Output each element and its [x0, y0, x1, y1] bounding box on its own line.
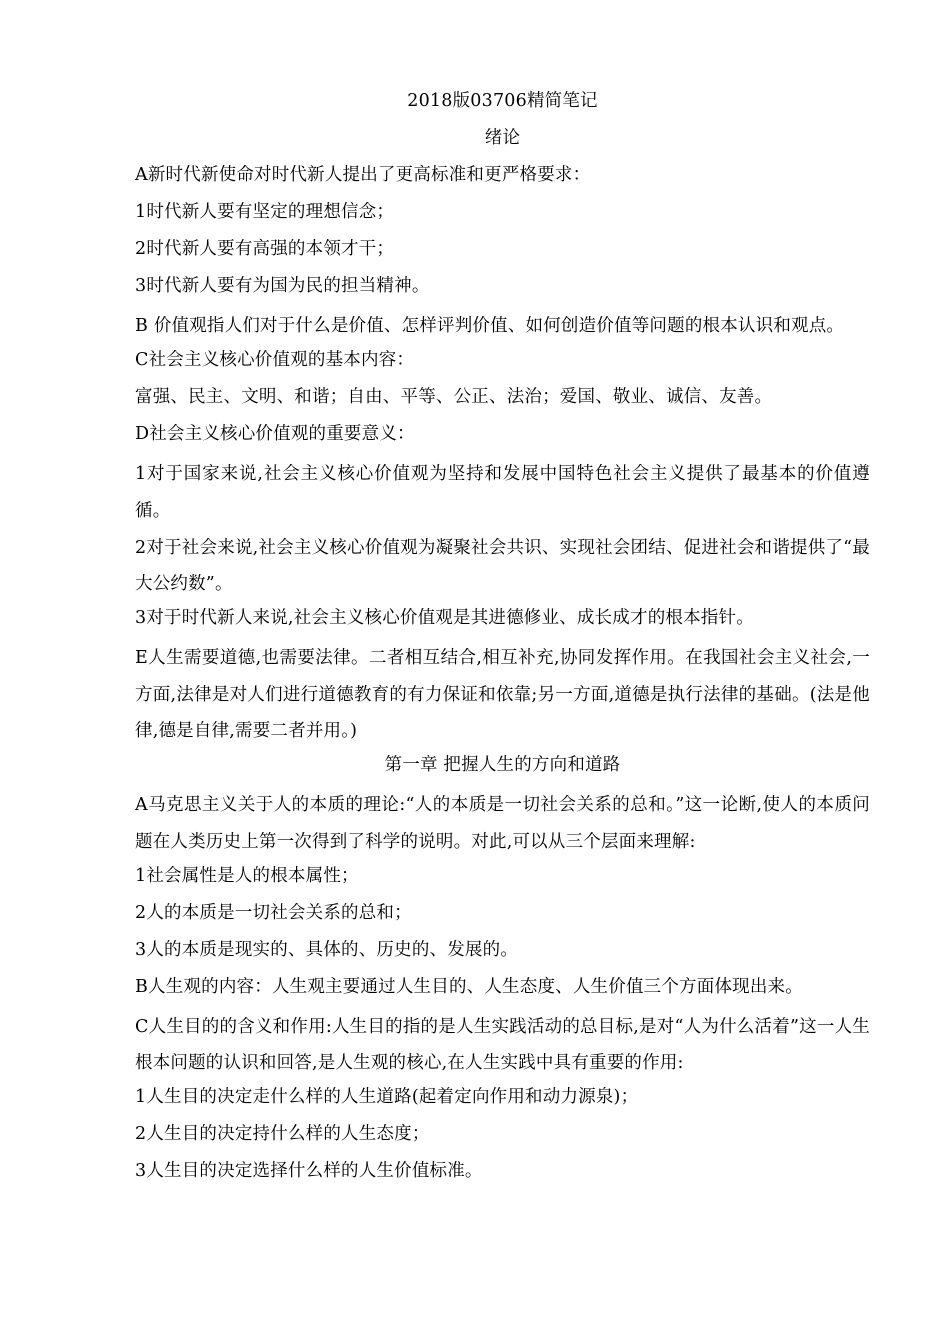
- section-heading-chapter-1: 第一章 把握人生的方向和道路: [384, 755, 621, 775]
- intro-point-e: E人生需要道德,也需要法律。二者相互结合,相互补充,协同发挥作用。在我国社会主义社会,一方面,法律是对人们进行道德教育的有力保证和依靠;另一方面,道德是执行法律的基础。(法是他律,德是自律,需要二者并用。): [135, 648, 870, 741]
- intro-point-c-content: 富强、民主、文明、和谐；自由、平等、公正、法治；爱国、敬业、诚信、友善。: [135, 387, 773, 407]
- intro-point-d-2: 2对于社会来说,社会主义核心价值观为凝聚社会共识、实现社会团结、促进社会和谐提供了“最大公约数”。: [135, 537, 870, 594]
- intro-point-d-1: 1对于国家来说,社会主义核心价值观为坚持和发展中国特色社会主义提供了最基本的价值遵循。: [135, 464, 870, 521]
- chapter1-point-a-1: 1社会属性是人的根本属性；: [135, 865, 359, 886]
- section-heading-intro: 绪论: [484, 128, 521, 148]
- intro-point-a-2: 2时代新人要有高强的本领才干；: [135, 239, 395, 259]
- intro-point-a-1: 1时代新人要有坚定的理想信念；: [135, 202, 395, 222]
- intro-point-a: A新时代新使命对时代新人提出了更高标准和更严格要求：: [135, 165, 591, 185]
- chapter1-point-a-2: 2人的本质是一切社会关系的总和；: [135, 902, 412, 923]
- intro-point-d-3: 3对于时代新人来说,社会主义核心价值观是其进德修业、成长成才的根本指针。: [135, 608, 754, 628]
- chapter1-point-b: B人生观的内容：人生观主要通过人生目的、人生态度、人生价值三个方面体现出来。: [135, 976, 803, 997]
- intro-point-d: D社会主义核心价值观的重要意义：: [135, 424, 415, 444]
- intro-point-c: C社会主义核心价值观的基本内容：: [135, 350, 415, 370]
- chapter1-point-a: A马克思主义关于人的本质的理论:“人的本质是一切社会关系的总和。”这一论断,使人的本质问题在人类历史上第一次得到了科学的说明。对此,可以从三个层面来理解:: [135, 795, 870, 852]
- chapter1-point-c-1: 1人生目的决定走什么样的人生道路(起着定向作用和动力源泉)；: [135, 1087, 639, 1107]
- intro-point-a-3: 3时代新人要有为国为民的担当精神。: [135, 276, 430, 296]
- chapter1-point-a-3: 3人的本质是现实的、具体的、历史的、发展的。: [135, 939, 519, 960]
- document-body: [135, 86, 870, 1193]
- chapter1-point-c-2: 2人生目的决定持什么样的人生态度；: [135, 1124, 430, 1144]
- chapter1-point-c: C人生目的的含义和作用:人生目的指的是人生实践活动的总目标,是对“人为什么活着”这一人生根本问题的认识和回答,是人生观的核心,在人生实践中具有重要的作用:: [135, 1016, 870, 1073]
- chapter1-point-c-3: 3人生目的决定选择什么样的人生价值标准。: [135, 1161, 483, 1181]
- intro-point-b: B 价值观指人们对于什么是价值、怎样评判价值、如何创造价值等问题的根本认识和观点。: [135, 316, 845, 336]
- document-title: 2018版03706精简笔记: [407, 91, 598, 111]
